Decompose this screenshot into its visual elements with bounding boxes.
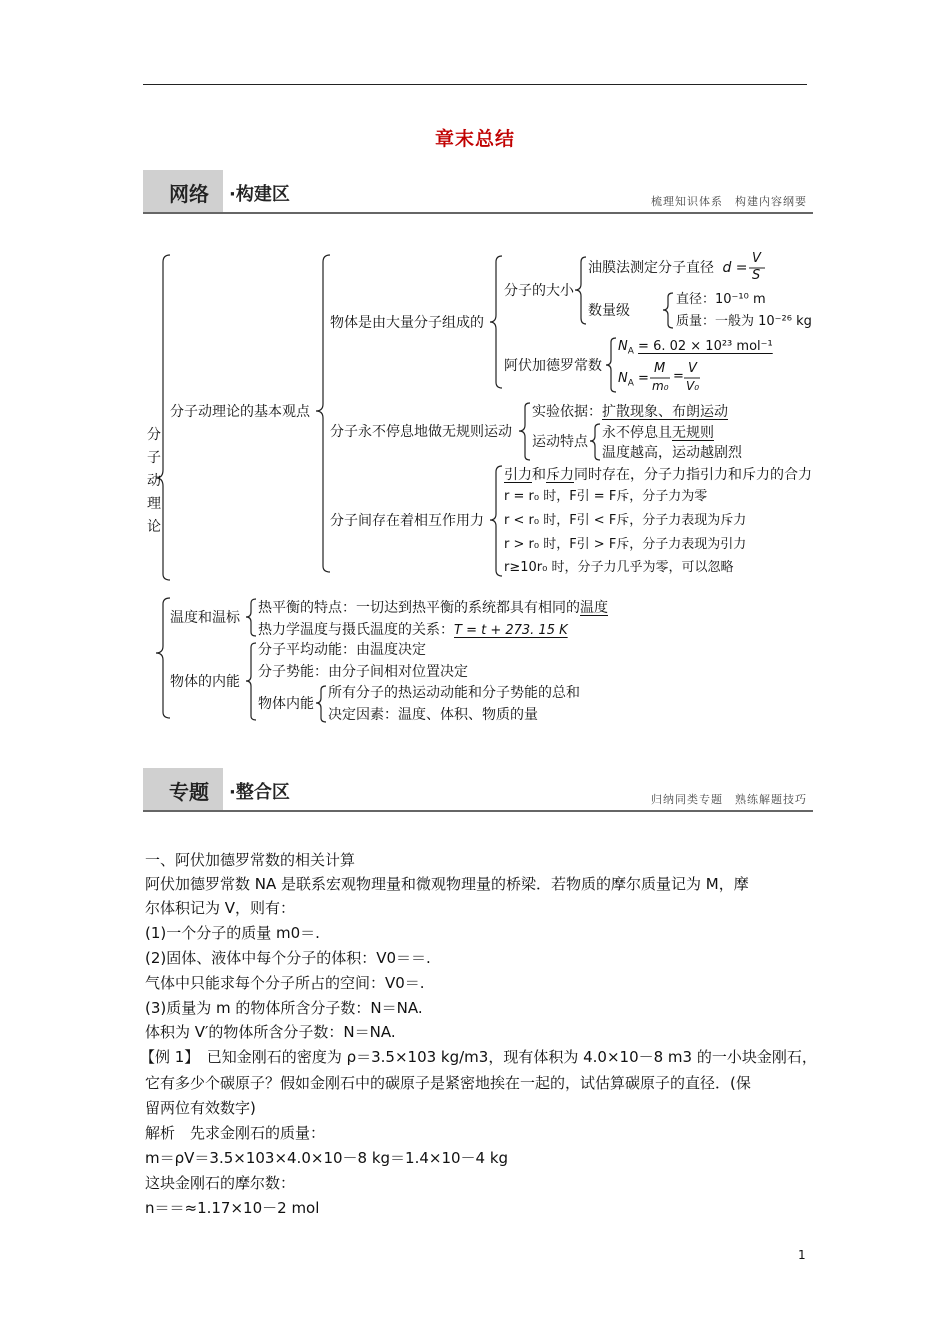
node-motion-feature: 运动特点 [532, 434, 588, 450]
example-line: 它有多少个碳原子？假如金刚石中的碳原子是紧密地挨在一起的，试估算碳原子的直径．(保 [145, 1074, 751, 1092]
na-subscript: A [627, 346, 634, 357]
banner-rule [143, 810, 813, 812]
ie-1: 所有分子的热运动动能和分子势能的总和 [328, 685, 580, 701]
node-oil-film [588, 259, 748, 277]
inner-ke: 分子平均动能：由温度决定 [258, 642, 426, 658]
oil-denominator: S [752, 268, 761, 283]
node-internal-energy: 物体的内能 [170, 674, 240, 690]
paragraph-line: 体积为 V′的物体所含分子数：N＝NA. [145, 1023, 396, 1041]
node-experiment-basis [532, 403, 728, 421]
equals-sign: = [673, 369, 684, 384]
root-char: 分 [147, 427, 161, 443]
paragraph-line: (3)质量为 m 的物体所含分子数：N＝NA. [145, 999, 423, 1017]
temp-2 [258, 621, 568, 640]
ie-2: 决定因素：温度、体积、物质的量 [328, 707, 538, 723]
root-char: 理 [147, 496, 161, 512]
na-symbol: N [618, 339, 628, 354]
force-3: r < r₀ 时，F引 < F斥，分子力表现为斥力 [504, 513, 747, 528]
page-title: 章末总结 [434, 128, 515, 150]
solution-line: m＝ρV＝3.5×103×4.0×10－8 kg＝1.4×10－4 kg [145, 1149, 509, 1167]
solution-line: 解析 先求金刚石的质量： [145, 1124, 326, 1142]
ratio-V0: V₀ [686, 379, 700, 393]
node-motion: 分子永不停息地做无规则运动 [330, 424, 512, 440]
force-and: 和 [532, 467, 546, 483]
node-composed: 物体是由大量分子组成的 [330, 315, 484, 331]
node-magnitude: 数量级 [588, 303, 630, 319]
node-na-value [618, 338, 773, 361]
inner-ie: 物体内能 [258, 696, 314, 712]
solution-line: n＝＝≈1.17×10－2 mol [145, 1199, 320, 1217]
banner-title: 网络 [169, 182, 209, 206]
node-temperature: 温度和温标 [170, 610, 240, 626]
na-number: = 6. 02 × 10²³ mol⁻¹ [638, 339, 773, 354]
force-4: r > r₀ 时，F引 > F斥，分子力表现为引力 [504, 537, 747, 552]
feature-1-text: 永不停息且 [602, 425, 672, 441]
force-1 [504, 466, 812, 484]
paragraph-line: 阿伏加德罗常数 NA 是联系宏观物理量和微观物理量的桥梁．若物质的摩尔质量记为 M，摩 [145, 875, 749, 893]
banner-subtitle: ·整合区 [229, 782, 290, 803]
root-char: 论 [147, 519, 161, 535]
force-repulsion: 斥力 [546, 467, 574, 483]
temp-2-formula: T = t + 273. 15 K [454, 623, 568, 638]
force-attraction: 引力 [504, 467, 532, 483]
na-symbol: N [618, 371, 628, 386]
banner-subtitle: ·构建区 [229, 184, 290, 205]
basis-label: 实验依据： [532, 404, 602, 420]
paragraph-line: (1)一个分子的质量 m0＝. [145, 924, 320, 942]
example-line: 【例 1】 已知金刚石的密度为 ρ＝3.5×103 kg/m3，现有体积为 4.0×10－8 m3 的一小块金刚石， [140, 1048, 817, 1066]
solution-line: 这块金刚石的摩尔数： [145, 1174, 296, 1192]
section-heading: 一、阿伏加德罗常数的相关计算 [145, 851, 356, 869]
temp-1-underlined: 温度 [580, 600, 608, 616]
basis-value: 扩散现象、布朗运动 [602, 404, 728, 420]
temp-2-text: 热力学温度与摄氏温度的关系： [258, 622, 454, 638]
feature-1-underlined: 无规则 [672, 425, 714, 441]
banner-title: 专题 [169, 780, 209, 804]
example-line: 留两位有效数字) [145, 1099, 256, 1117]
force-1-rest: 同时存在，分子力指引力和斥力的合力 [574, 467, 812, 483]
node-na-ratio: $N_A$ = [618, 371, 649, 389]
banner-tagline: 梳理知识体系 构建内容纲要 [651, 195, 807, 208]
temp-1 [258, 599, 608, 617]
root-char: 动 [147, 473, 161, 489]
inner-pe: 分子势能：由分子间相对位置决定 [258, 664, 468, 680]
node-size: 分子的大小 [504, 283, 574, 299]
node-diameter: 直径：10⁻¹⁰ m [676, 292, 766, 307]
oil-d: d = [722, 260, 748, 276]
root-label-vertical [147, 424, 163, 539]
page-number: 1 [798, 1248, 806, 1262]
force-2: r = r₀ 时，F引 = F斥，分子力为零 [504, 489, 708, 504]
node-mass: 质量：一般为 10⁻²⁶ kg [676, 314, 812, 329]
paragraph-line: 尔体积记为 V，则有： [145, 899, 296, 917]
feature-2: 温度越高，运动越剧烈 [602, 445, 742, 461]
paragraph-line: (2)固体、液体中每个分子的体积：V0＝＝. [145, 949, 431, 967]
temp-1-text: 热平衡的特点：一切达到热平衡的系统都具有相同的 [258, 600, 580, 616]
oil-numerator: V [752, 251, 761, 266]
oil-film-label: 油膜法测定分子直径 [588, 260, 714, 276]
node-avogadro: 阿伏加德罗常数 [504, 358, 602, 374]
node-interaction: 分子间存在着相互作用力 [330, 513, 484, 529]
node-basic-views: 分子动理论的基本观点 [170, 404, 310, 420]
section-banner-topic [143, 768, 813, 812]
force-5: r≥10r₀ 时，分子力几乎为零，可以忽略 [504, 560, 734, 575]
na-subscript: A [627, 378, 634, 389]
root-char: 子 [147, 450, 161, 466]
ratio-m0: m₀ [652, 379, 669, 393]
ratio-V: V [688, 361, 697, 376]
paragraph-line: 气体中只能求每个分子所占的空间：V0＝. [145, 974, 425, 992]
feature-1 [602, 424, 714, 442]
ratio-M: M [654, 361, 666, 376]
banner-tagline: 归纳同类专题 熟练解题技巧 [651, 793, 807, 806]
